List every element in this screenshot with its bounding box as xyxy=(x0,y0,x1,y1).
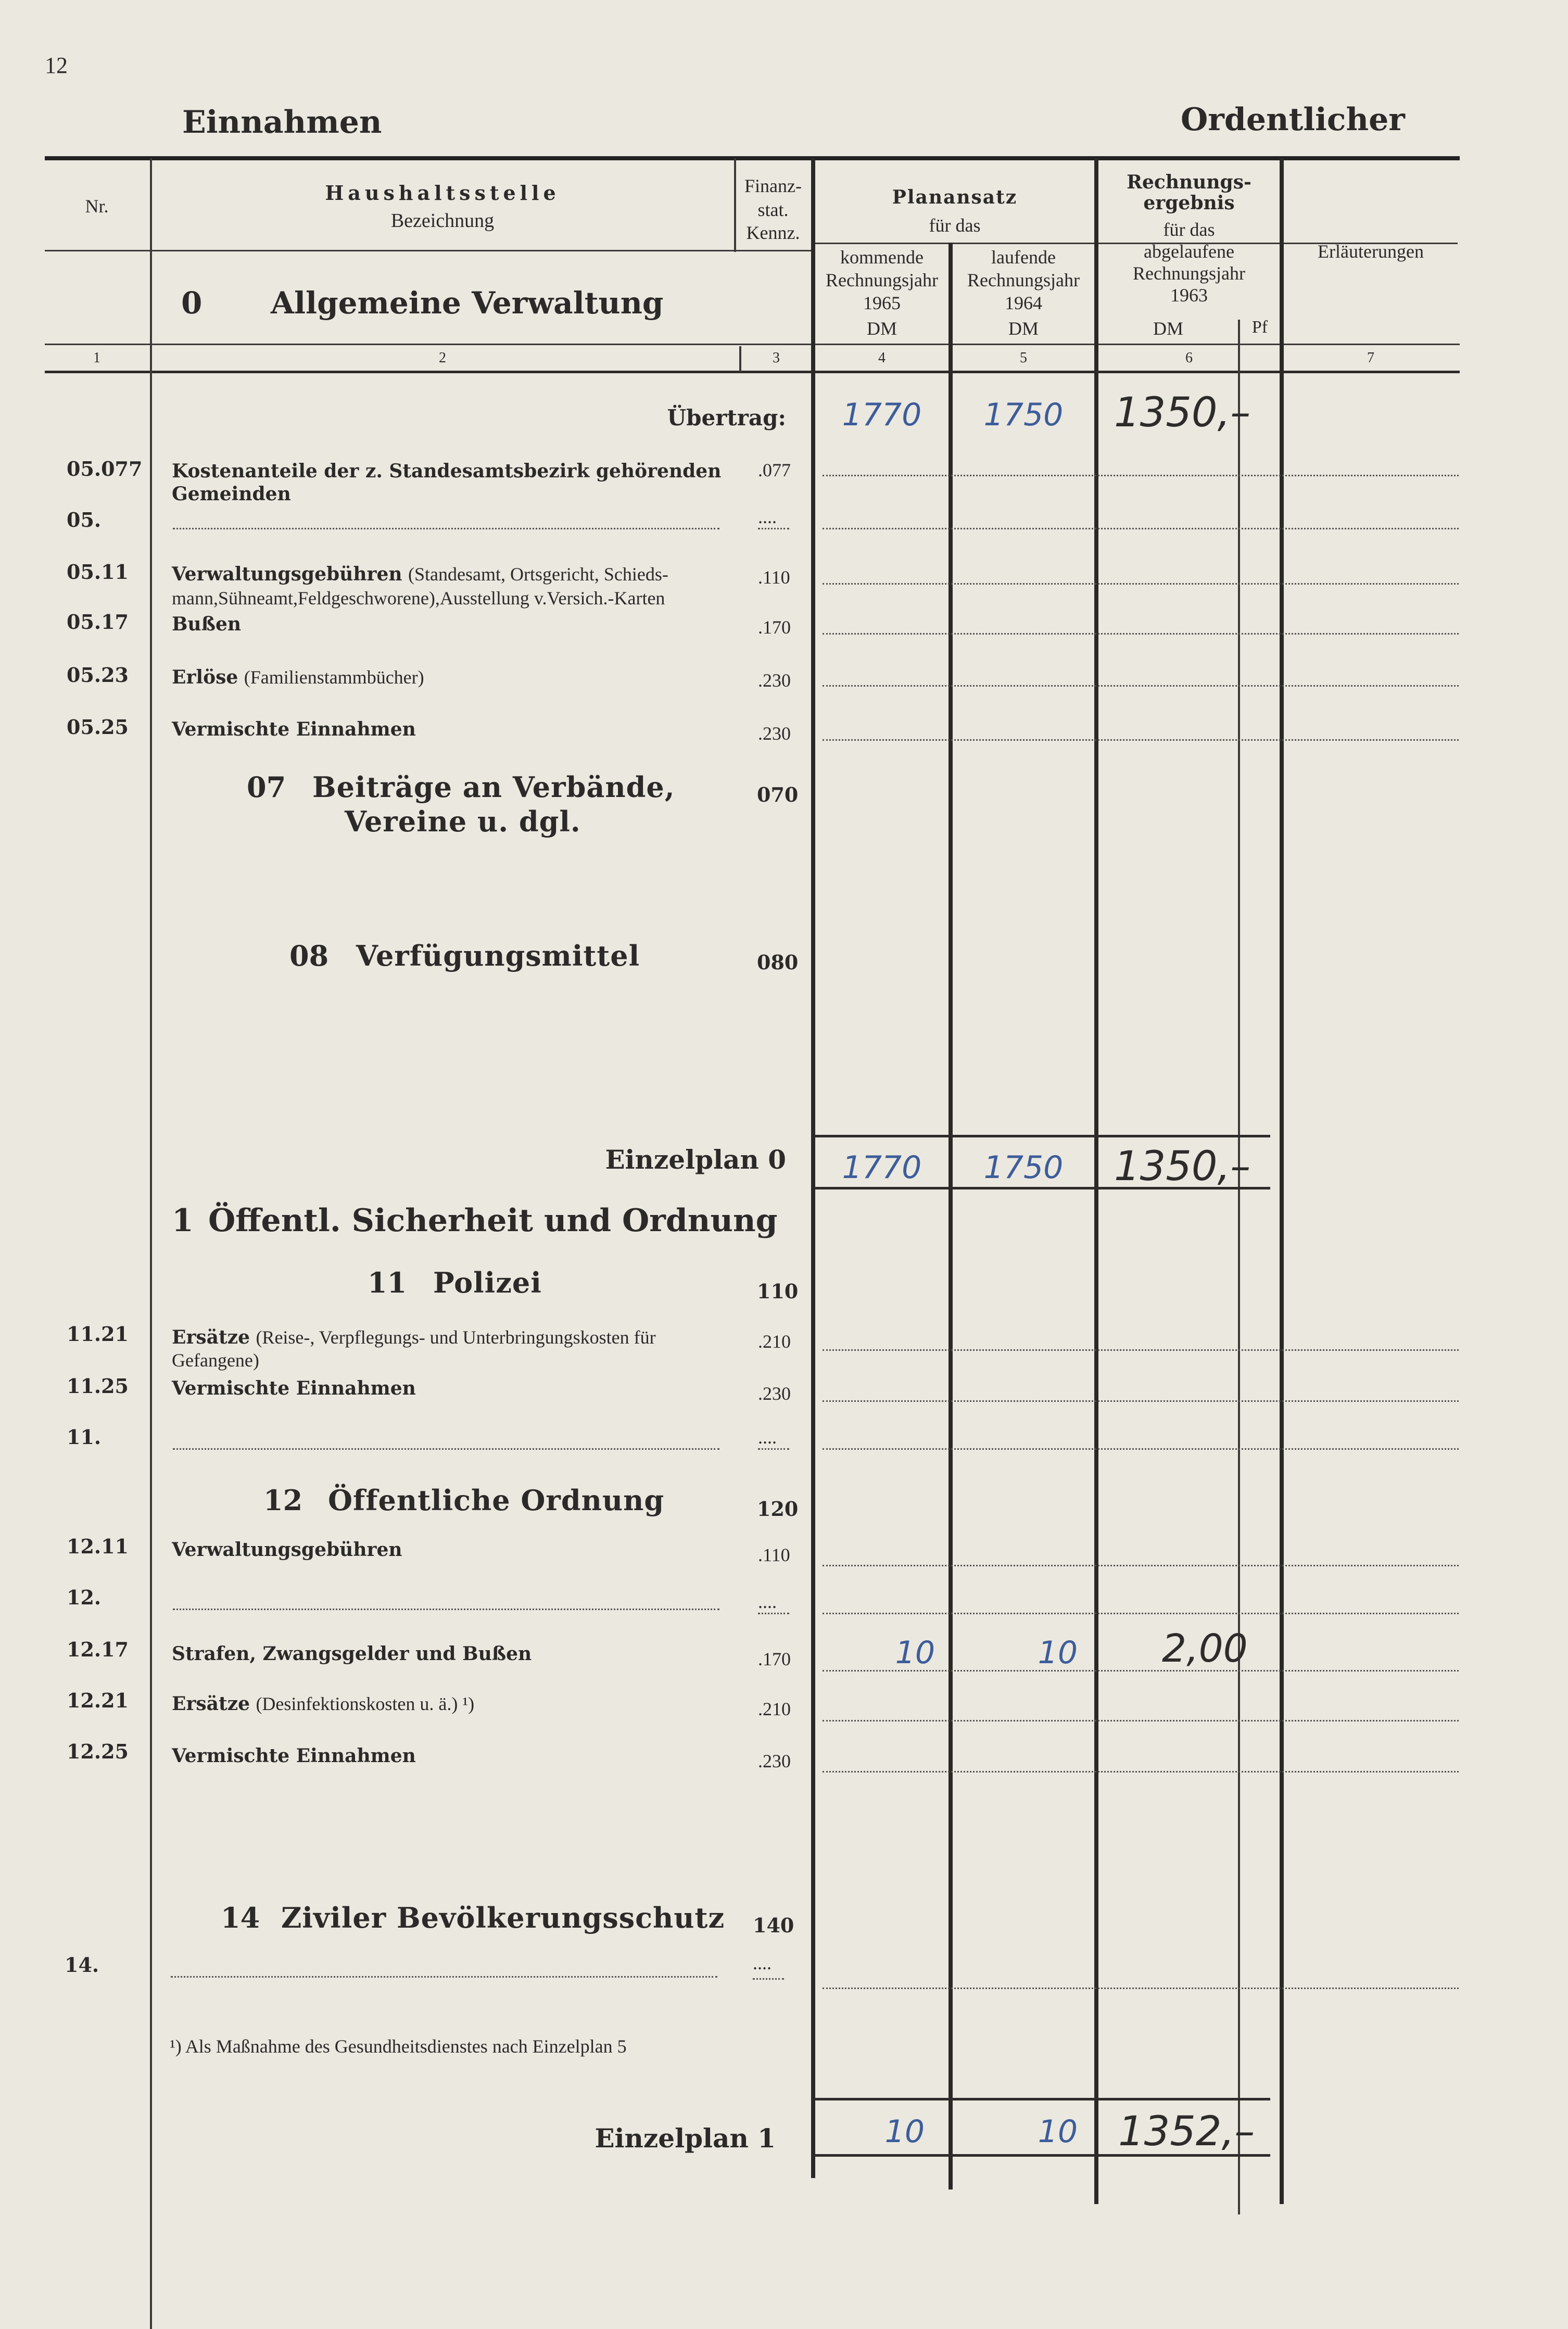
dotted-12-code xyxy=(758,1613,789,1614)
section-08-code: 080 xyxy=(757,951,799,974)
uebertrag-1964: 1750 xyxy=(983,397,1064,433)
row-code-14: .... xyxy=(753,1953,772,1973)
dotted-05 xyxy=(173,528,719,529)
section-07-number: 07 xyxy=(247,770,286,804)
row-nr-12-21: 12.21 xyxy=(67,1689,129,1712)
col-divider-5 xyxy=(1094,158,1098,2204)
dotted-right-12-17 xyxy=(823,1670,1459,1672)
section-08-number: 08 xyxy=(289,939,329,972)
header-nr: Nr. xyxy=(85,196,109,217)
einzelplan1-label: Einzelplan 1 xyxy=(595,2123,776,2154)
dotted-right-11-21 xyxy=(823,1349,1459,1351)
header-col6-l1: abgelaufene xyxy=(1144,241,1234,262)
dotted-right-14 xyxy=(823,1988,1459,1989)
colnum-3: 3 xyxy=(773,350,780,366)
colnum-1: 1 xyxy=(93,350,100,366)
col-divider-pf xyxy=(1238,320,1240,2214)
header-pf: Pf xyxy=(1251,318,1268,337)
header-stat: stat. xyxy=(757,199,789,220)
col-divider-6 xyxy=(1280,158,1284,2204)
section-08-title: Verfügungsmittel xyxy=(356,939,640,972)
row-nr-14: 14. xyxy=(65,1953,99,1977)
dotted-14 xyxy=(171,1976,717,1978)
dotted-right-11 xyxy=(823,1448,1459,1450)
einzelplan1-1964: 10 xyxy=(1038,2113,1078,2150)
row-text-11-25: Vermischte Einnahmen xyxy=(172,1377,416,1399)
header-bottom-rule xyxy=(45,344,1460,345)
header-finanz: Finanz- xyxy=(744,175,802,196)
row-text-05-23-normal: (Familienstammbücher) xyxy=(244,667,424,688)
header-col6-l2: Rechnungsjahr xyxy=(1133,263,1245,284)
row-text-05-25: Vermischte Einnahmen xyxy=(172,718,416,740)
header-erlaeuterungen: Erläuterungen xyxy=(1318,241,1424,262)
row-code-05-11: .110 xyxy=(758,567,790,588)
row-text-11-21 xyxy=(172,1326,734,1348)
dotted-right-12 xyxy=(823,1613,1459,1614)
row-code-05-077: .077 xyxy=(758,460,791,480)
dotted-12 xyxy=(173,1609,719,1610)
page-title-left: Einnahmen xyxy=(182,104,382,141)
row-nr-11-21: 11.21 xyxy=(67,1322,129,1346)
section-11-code: 110 xyxy=(757,1280,799,1303)
header-section-title: Allgemeine Verwaltung xyxy=(271,285,664,321)
row-text-05-23 xyxy=(172,666,424,688)
section-12-code: 120 xyxy=(757,1497,799,1521)
dotted-right-12-11 xyxy=(823,1565,1459,1566)
row-nr-11: 11. xyxy=(67,1425,102,1449)
footnote xyxy=(170,2035,627,2057)
row-12-17-1964: 10 xyxy=(1038,1635,1078,1671)
row-code-05: .... xyxy=(758,507,777,527)
col-divider-3 xyxy=(811,158,815,2178)
row-text-05-077-2: Gemeinden xyxy=(172,483,291,505)
section-1-number: 1 xyxy=(172,1203,194,1239)
header-col4-l1: kommende xyxy=(840,247,924,268)
row-12-17-1965: 10 xyxy=(895,1635,935,1671)
row-text-05-17: Bußen xyxy=(172,613,242,635)
header-col4-year: 1965 xyxy=(863,293,901,313)
header-ergebnis: ergebnis xyxy=(1143,192,1235,214)
section-12-number: 12 xyxy=(263,1484,303,1517)
header-col6 xyxy=(1098,219,1280,306)
section-11-number: 11 xyxy=(368,1266,407,1299)
dotted-right-12-25 xyxy=(823,1771,1459,1773)
row-code-12-25: .230 xyxy=(758,1751,791,1771)
header-dm-4: DM xyxy=(866,318,897,339)
header-fuer-das: für das xyxy=(929,215,981,236)
row-nr-05-17: 05.17 xyxy=(67,610,129,634)
row-nr-05-077: 05.077 xyxy=(67,457,143,480)
colnum-4: 4 xyxy=(878,350,886,366)
section-14-code: 140 xyxy=(753,1914,794,1937)
header-haushaltsstelle: Haushaltsstelle xyxy=(325,181,560,205)
uebertrag-1963: 1350,– xyxy=(1114,389,1251,436)
header-col4 xyxy=(815,246,949,314)
row-text-05-23-bold: Erlöse xyxy=(172,666,238,688)
dotted-11-code xyxy=(758,1448,789,1450)
header-top-rule xyxy=(45,156,1460,160)
footnote-text: Als Maßnahme des Gesundheitsdienstes nach Einzelplan 5 xyxy=(185,2036,627,2057)
row-code-05-23: .230 xyxy=(758,670,791,691)
dotted-05-code xyxy=(758,528,789,529)
colnum-2: 2 xyxy=(439,350,446,366)
row-nr-05-25: 05.25 xyxy=(67,715,129,739)
section-07-title-2: Vereine u. dgl. xyxy=(345,805,581,838)
header-bezeichnung: Bezeichnung xyxy=(390,210,495,232)
section-07-title-1: Beiträge an Verbände, xyxy=(312,770,675,804)
section-14-number: 14 xyxy=(221,1901,260,1934)
colnum-7: 7 xyxy=(1367,350,1374,366)
header-rechnungsergebnis xyxy=(1098,172,1280,213)
row-text-12-21-bold: Ersätze xyxy=(172,1693,250,1715)
colnum-6: 6 xyxy=(1185,350,1193,366)
row-text-05-11-normal: (Standesamt, Ortsgericht, Schieds- xyxy=(408,564,668,585)
uebertrag-label: Übertrag: xyxy=(667,405,786,431)
dotted-right-05 xyxy=(823,528,1459,529)
header-planansatz: Planansatz xyxy=(892,186,1018,208)
header-dm-6: DM xyxy=(1153,318,1183,339)
einzelplan0-1964: 1750 xyxy=(983,1149,1064,1186)
header-col5-year: 1964 xyxy=(1005,293,1042,313)
einzelplan0-1965: 1770 xyxy=(842,1149,922,1186)
row-text-05-077: Kostenanteile der z. Standesamtsbezirk gehörenden xyxy=(172,460,722,482)
row-12-17-1963: 2,00 xyxy=(1162,1626,1248,1671)
colnum-5: 5 xyxy=(1020,350,1027,366)
dotted-right-05-25 xyxy=(823,739,1459,741)
dotted-11 xyxy=(173,1448,719,1450)
row-code-05-17: .170 xyxy=(758,617,791,638)
row-code-11: .... xyxy=(758,1427,777,1448)
colnum-bottom-rule xyxy=(45,371,1460,373)
header-inner-rule xyxy=(45,250,814,251)
header-section-number: 0 xyxy=(181,285,203,321)
einzelplan0-1963: 1350,– xyxy=(1114,1143,1251,1190)
einzelplan1-top-rule xyxy=(814,2098,1270,2100)
header-col6-year: 1963 xyxy=(1170,285,1208,306)
row-code-11-21: .210 xyxy=(758,1331,791,1352)
header-col5-l1: laufende xyxy=(991,247,1056,268)
footnote-marker: ¹) xyxy=(170,2036,182,2057)
dotted-right-05-11 xyxy=(823,583,1459,585)
row-text-05-11-bold: Verwaltungsgebühren xyxy=(172,563,402,585)
row-code-05-25: .230 xyxy=(758,723,791,744)
row-nr-12-17: 12.17 xyxy=(67,1638,129,1661)
row-nr-12-11: 12.11 xyxy=(67,1535,129,1558)
dotted-right-11-25 xyxy=(823,1400,1459,1402)
header-col5 xyxy=(953,246,1094,314)
row-text-11-21-2: Gefangene) xyxy=(172,1350,259,1371)
row-nr-05-11: 05.11 xyxy=(67,560,129,584)
header-col4-l2: Rechnungsjahr xyxy=(826,270,938,290)
row-text-11-21-normal: (Reise-, Verpflegungs- und Unterbringungskosten für xyxy=(256,1327,656,1348)
einzelplan0-top-rule xyxy=(814,1135,1270,1137)
einzelplan1-1965: 10 xyxy=(884,2113,925,2150)
page-number: 12 xyxy=(45,53,68,78)
header-dm-5: DM xyxy=(1008,318,1039,339)
row-text-11-21-bold: Ersätze xyxy=(172,1326,250,1348)
section-12-title: Öffentliche Ordnung xyxy=(328,1484,665,1517)
uebertrag-1965: 1770 xyxy=(842,397,922,433)
section-07-code: 070 xyxy=(757,783,799,806)
row-text-12-11: Verwaltungsgebühren xyxy=(172,1539,402,1561)
section-11-title: Polizei xyxy=(433,1266,542,1299)
row-nr-12-25: 12.25 xyxy=(67,1740,129,1763)
col-divider-4 xyxy=(949,243,953,2189)
dotted-14-code xyxy=(753,1978,784,1980)
dotted-right-05-23 xyxy=(823,685,1459,687)
row-code-12-21: .210 xyxy=(758,1699,791,1719)
row-code-12: .... xyxy=(758,1591,777,1612)
dotted-right-12-21 xyxy=(823,1720,1459,1722)
section-14-title: Ziviler Bevölkerungsschutz xyxy=(281,1901,725,1934)
row-text-05-11-2: mann,Sühneamt,Feldgeschworene),Ausstellung v.Versich.-Karten xyxy=(172,588,665,609)
row-text-12-21-normal: (Desinfektionskosten u. ä.) ¹) xyxy=(256,1693,475,1714)
header-kennz: Kennz. xyxy=(746,222,800,243)
row-code-12-17: .170 xyxy=(758,1649,791,1669)
col-divider-1 xyxy=(150,158,152,2329)
einzelplan1-1963: 1352,– xyxy=(1118,2108,1255,2155)
dotted-right-05-17 xyxy=(823,633,1459,635)
row-code-11-25: .230 xyxy=(758,1383,791,1404)
row-text-12-17: Strafen, Zwangsgelder und Bußen xyxy=(172,1643,532,1665)
row-code-12-11: .110 xyxy=(758,1545,790,1565)
row-text-12-21 xyxy=(172,1693,474,1715)
row-nr-05-23: 05.23 xyxy=(67,663,129,687)
dotted-right-05-077 xyxy=(823,475,1459,476)
row-nr-12: 12. xyxy=(67,1586,102,1609)
row-text-12-25: Vermischte Einnahmen xyxy=(172,1745,416,1767)
row-nr-05: 05. xyxy=(67,508,102,531)
row-nr-11-25: 11.25 xyxy=(67,1374,129,1398)
header-rechnungs: Rechnungs- xyxy=(1127,171,1251,193)
einzelplan0-label: Einzelplan 0 xyxy=(605,1144,786,1175)
row-text-05-11 xyxy=(172,563,734,585)
section-1-title: Öffentl. Sicherheit und Ordnung xyxy=(208,1203,778,1239)
header-col6-fuer: für das xyxy=(1163,219,1215,240)
header-col5-l2: Rechnungsjahr xyxy=(967,270,1080,290)
page-title-right: Ordentlicher xyxy=(1181,102,1405,138)
